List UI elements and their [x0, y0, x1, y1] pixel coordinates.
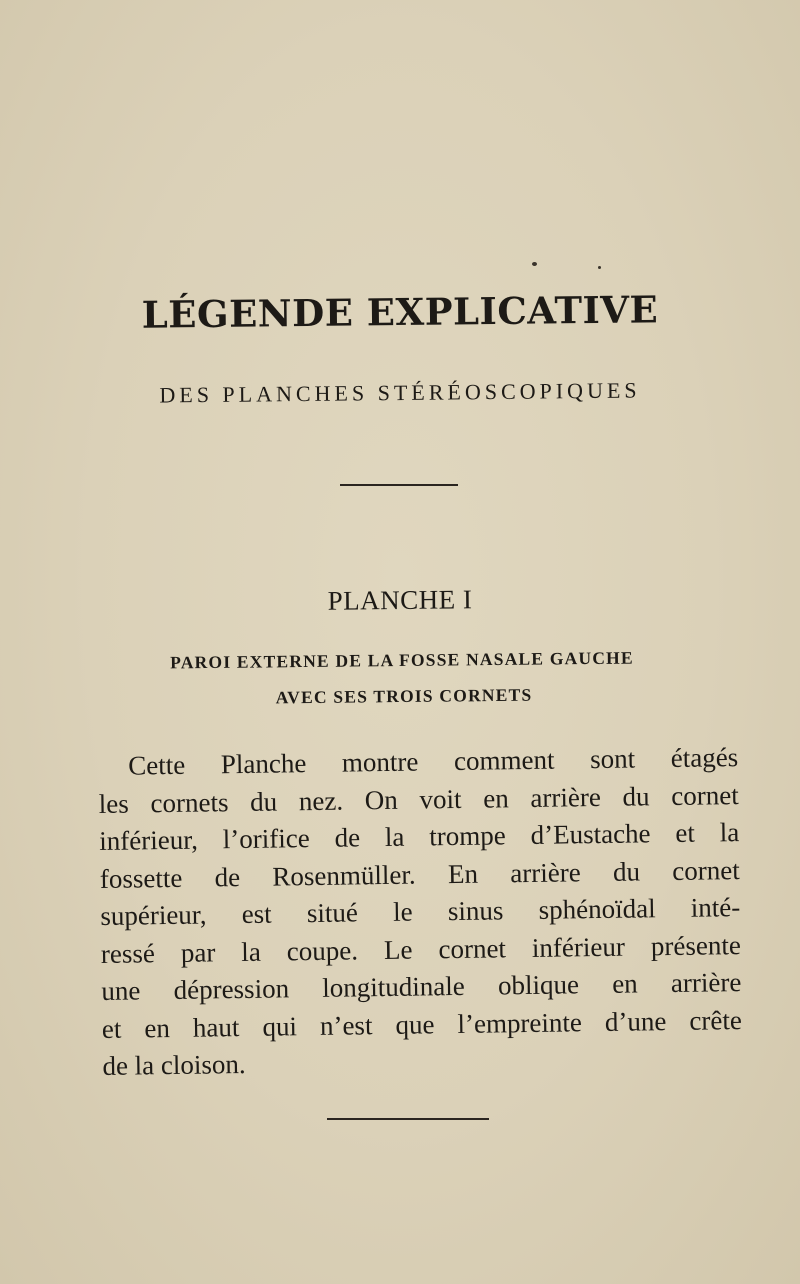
ink-speck: [598, 266, 601, 269]
section-divider: [340, 484, 458, 486]
body-line: et en haut qui n’est que l’empreinte d’une crête: [101, 1004, 743, 1044]
page-title: LÉGENDE EXPLICATIVE: [141, 287, 659, 337]
body-line: inférieur, l’orifice de la trompe d’Eustache et la: [99, 817, 740, 856]
body-line: de la cloison.: [102, 1048, 246, 1081]
plate-title: PLANCHE I: [327, 584, 473, 616]
body-line: ressé par la coupe. Le cornet inférieur présente: [100, 929, 742, 969]
ink-speck: [532, 262, 537, 266]
end-divider: [327, 1118, 489, 1120]
plate-heading-line-1: PAROI EXTERNE DE LA FOSSE NASALE GAUCHE: [170, 647, 634, 673]
plate-heading-line-2: AVEC SES TROIS CORNETS: [275, 684, 533, 708]
body-line: fossette de Rosenmüller. En arrière du cornet: [99, 854, 740, 894]
body-line: supérieur, est situé le sinus sphénoïdal inté-: [100, 892, 741, 931]
body-line: Cette Planche montre comment sont étagés: [128, 742, 739, 781]
body-paragraph: [98, 739, 743, 1085]
page-subtitle: DES PLANCHES STÉRÉOSCOPIQUES: [159, 377, 641, 408]
body-line: une dépression longitudinale oblique en arrière: [101, 967, 742, 1006]
body-line: les cornets du nez. On voit en arrière du cornet: [98, 779, 739, 819]
